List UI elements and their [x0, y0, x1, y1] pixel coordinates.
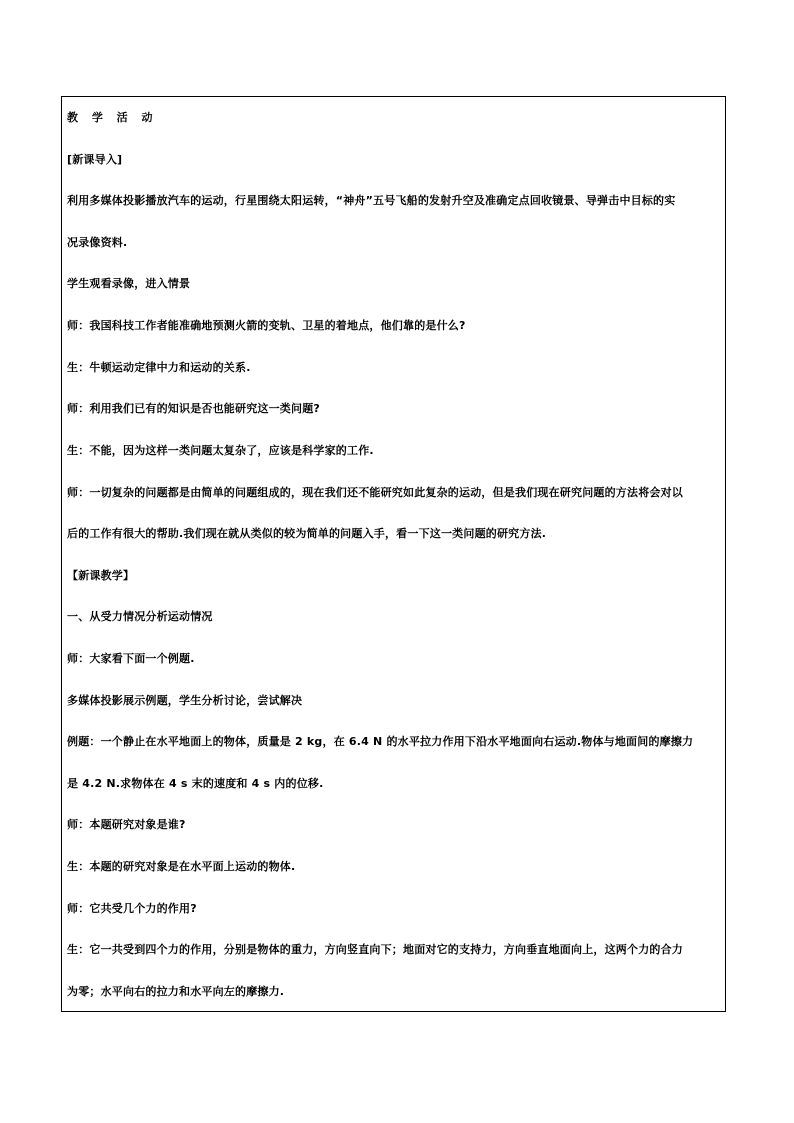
section-heading: 教 学 活 动: [67, 111, 158, 124]
text-line-10: 后的工作有很大的帮助.我们现在就从类似的较为简单的问题入手，看一下这一类问题的研究方法.: [67, 527, 547, 540]
text-line-8: 生：不能，因为这样一类问题太复杂了，应该是科学家的工作.: [67, 444, 374, 457]
text-line-14: 多媒体投影展示例题，学生分析讨论，尝试解决: [67, 694, 303, 707]
text-line-12: 一、从受力情况分析运动情况: [67, 610, 213, 623]
text-line-18: 生：本题的研究对象是在水平面上运动的物体.: [67, 860, 296, 873]
text-line-20: 生：它一共受到四个力的作用，分别是物体的重力，方向竖直向下；地面对它的支持力，方向垂直地面向上，这两个力的合力: [67, 943, 683, 956]
text-line-1: [新课导入]: [67, 153, 123, 166]
text-line-16: 是 4.2 N.求物体在 4 s 末的速度和 4 s 内的位移.: [67, 777, 324, 790]
text-line-15: 例题：一个静止在水平地面上的物体，质量是 2 kg，在 6.4 N 的水平拉力作用下沿水平地面向右运动.物体与地面间的摩擦力: [67, 735, 694, 748]
text-line-9: 师：一切复杂的问题都是由简单的问题组成的，现在我们还不能研究如此复杂的运动，但是我们现在研究问题的方法将会对以: [67, 486, 683, 499]
content-table-frame: [61, 96, 726, 1012]
text-line-2: 利用多媒体投影播放汽车的运动，行星围绕太阳运转，“神舟”五号飞船的发射升空及准确定点回收镜景、导弹击中目标的实: [67, 194, 676, 207]
text-line-19: 师：它共受几个力的作用?: [67, 902, 197, 915]
text-line-13: 师：大家看下面一个例题.: [67, 652, 195, 665]
text-line-6: 生：牛顿运动定律中力和运动的关系.: [67, 361, 251, 374]
text-line-11: 【新课教学】: [67, 569, 135, 582]
text-line-21: 为零；水平向右的拉力和水平向左的摩擦力.: [67, 985, 285, 998]
text-line-3: 况录像资料.: [67, 236, 128, 249]
text-line-5: 师：我国科技工作者能准确地预测火箭的变轨、卫星的着地点，他们靠的是什么?: [67, 319, 466, 332]
text-line-7: 师：利用我们已有的知识是否也能研究这一类问题?: [67, 402, 320, 415]
text-line-4: 学生观看录像，进入情景: [67, 277, 191, 290]
text-line-17: 师：本题研究对象是谁?: [67, 818, 186, 831]
